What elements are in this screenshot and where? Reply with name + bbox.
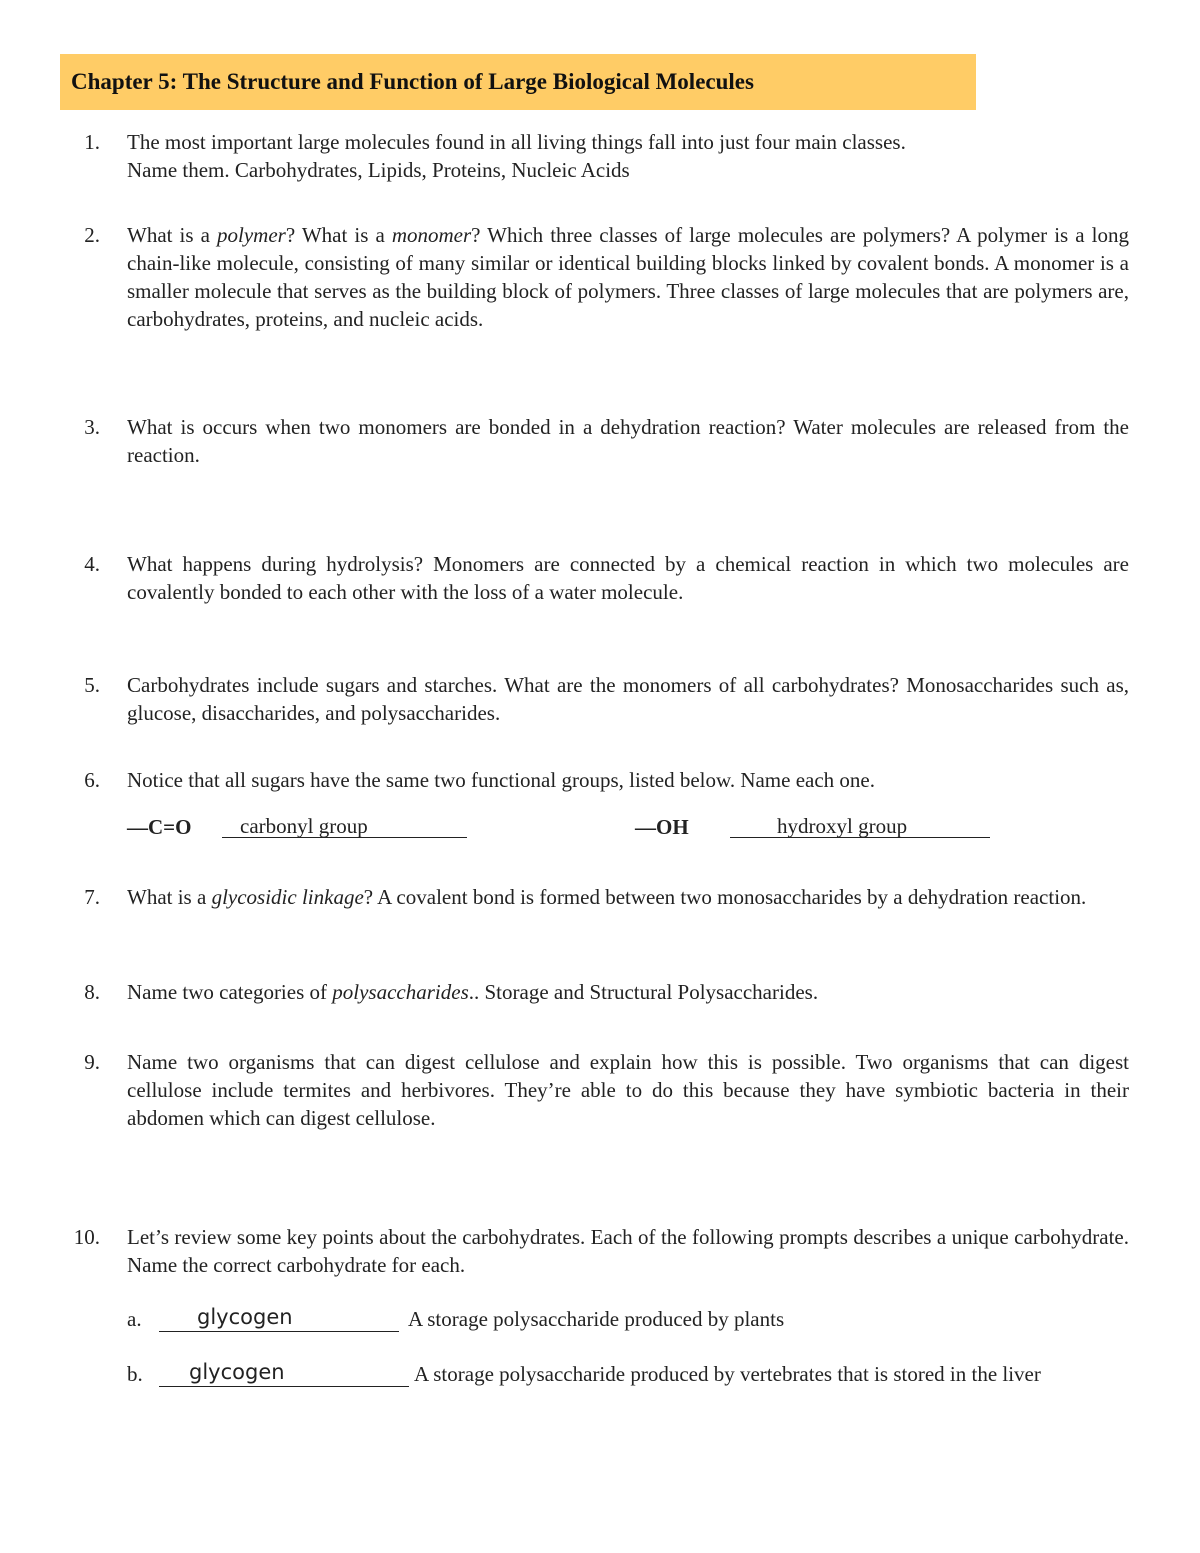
question-text: What is a polymer? What is a monomer? Which three classes of large molecules are polymers? A polymer is a long chain-like molecule, consisting of many similar or identical building blocks linked by covalent bonds. A monomer is a smaller molecule that serves as the building block of polymers. Three classes of large molecules that are polymers are, carbohydrates, proteins, and nucleic acids. <box>127 223 1129 331</box>
question-number: 7. <box>84 885 100 909</box>
functional-group-hydroxyl-formula: —OH <box>635 815 689 839</box>
term-polysaccharides: polysaccharides <box>332 980 469 1004</box>
question-text: The most important large molecules found in all living things fall into just four main classes. Name them. Carbohydrates, Lipids, Proteins, Nucleic Acids <box>127 130 906 182</box>
functional-group-carbonyl-formula: —C=O <box>127 815 192 839</box>
question-text: Let’s review some key points about the carbohydrates. Each of the following prompts describes a unique carbohydrate. Name the correct carbohydrate for each. <box>127 1225 1129 1277</box>
question-text: Name two organisms that can digest cellulose and explain how this is possible. Two organisms that can digest cellulose include termites and herbivores. They’re able to do this because they have symbiotic bacteria in their abdomen which can digest cellulose. <box>127 1050 1129 1130</box>
page-title: Chapter 5: The Structure and Function of Large Biological Molecules <box>71 69 754 94</box>
subitem-letter: a. <box>127 1307 142 1331</box>
question-text: Notice that all sugars have the same two functional groups, listed below. Name each one. <box>127 768 875 792</box>
question-number: 3. <box>84 415 100 439</box>
chapter-header <box>60 54 976 110</box>
term-glycosidic-linkage: glycosidic linkage <box>211 885 364 909</box>
question-text: Name two categories of polysaccharides.. Storage and Structural Polysaccharides. <box>127 980 819 1004</box>
question-number: 10. <box>73 1225 100 1249</box>
question-number: 5. <box>84 673 100 697</box>
subitem-letter: b. <box>127 1362 143 1386</box>
term-monomer: monomer <box>391 223 472 247</box>
answer-blank: glycogen <box>159 1305 399 1332</box>
answer-blank: glycogen <box>159 1360 409 1387</box>
question-number: 6. <box>84 768 100 792</box>
question-number: 9. <box>84 1050 100 1074</box>
subitem-description: A storage polysaccharide produced by vertebrates that is stored in the liver <box>414 1362 1041 1386</box>
subitem-description: A storage polysaccharide produced by plants <box>408 1307 785 1331</box>
question-number: 1. <box>84 130 100 154</box>
answer-blank-hydroxyl: hydroxyl group <box>730 813 990 838</box>
question-text: What is occurs when two monomers are bonded in a dehydration reaction? Water molecules are released from the reaction. <box>127 415 1129 467</box>
answer-blank-carbonyl: carbonyl group <box>222 813 467 838</box>
question-number: 2. <box>84 223 100 247</box>
question-number: 8. <box>84 980 100 1004</box>
term-polymer: polymer <box>217 223 286 247</box>
question-text: What happens during hydrolysis? Monomers are connected by a chemical reaction in which two molecules are covalently bonded to each other with the loss of a water molecule. <box>127 552 1129 604</box>
question-number: 4. <box>84 552 100 576</box>
question-text: Carbohydrates include sugars and starches. What are the monomers of all carbohydrates? Monosaccharides such as, glucose, disaccharides, and polysaccharides. <box>127 673 1129 725</box>
question-text: What is a glycosidic linkage? A covalent bond is formed between two monosaccharides by a dehydration reaction. <box>127 885 1087 909</box>
